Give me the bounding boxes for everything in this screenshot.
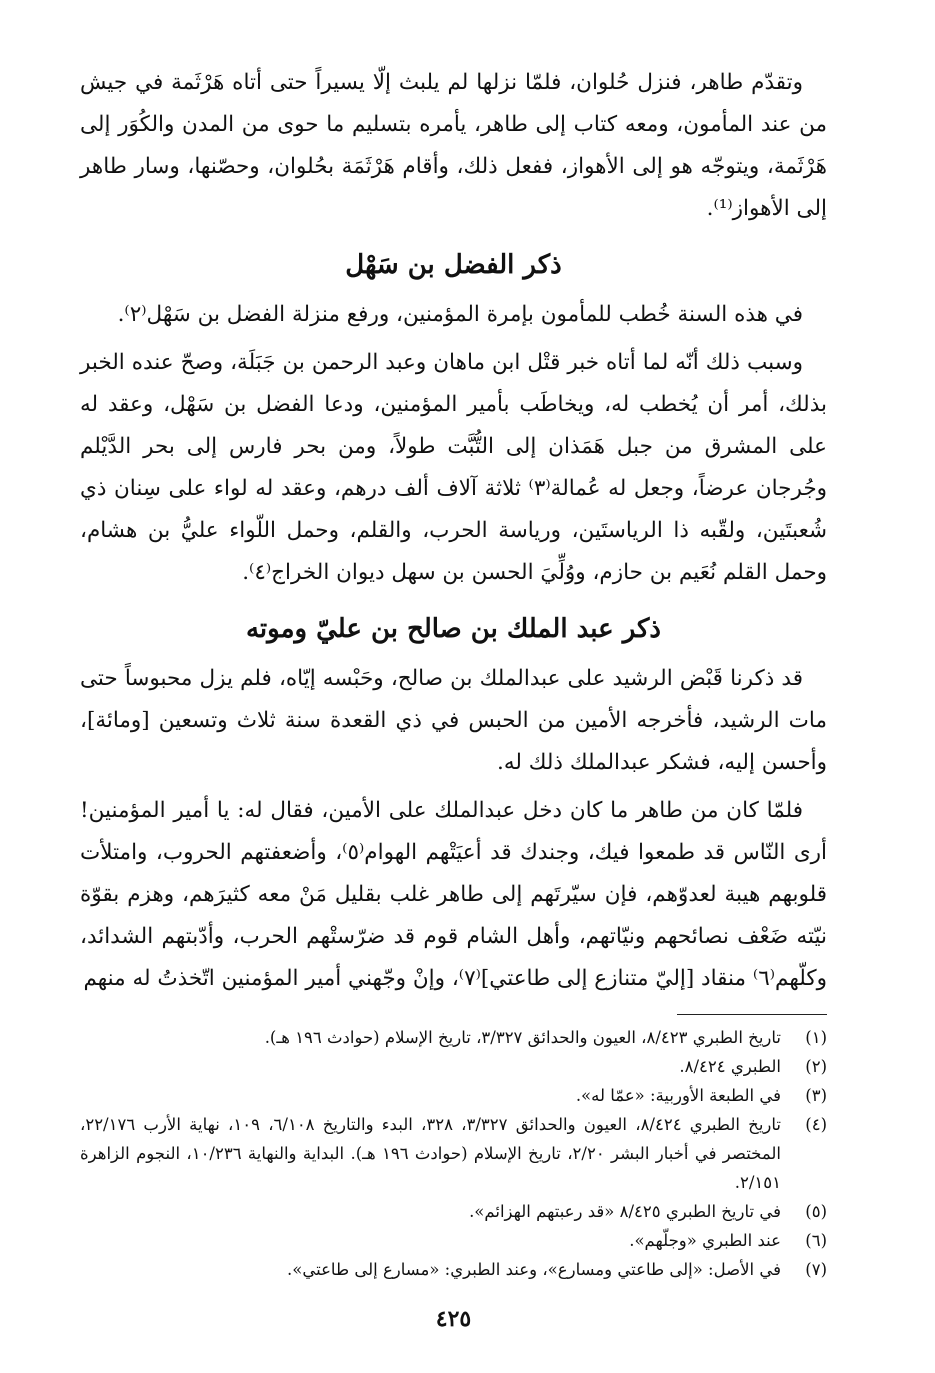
paragraph-speech-to-amin: فلمّا كان من طاهر ما كان دخل عبدالملك على الأمين، فقال له: يا أمير المؤمنين! أرى النّاس قد طمعوا فيك، وجندك قد أعيَتْهم الهوام⁽٥⁾، وأضعفتهم الحروب، وامتلأت قلوبهم هيبة لعدوّهم، فإن سيّرتَهم إلى طاهر غلب بقليل مَنْ معه كثيرَهم، وهزم بقوّة نيّته ضَعْف نصائحهم ونيّاتهم، وأهل الشام قوم قد ضرّستْهم الحرب، وأدّبتهم الشدائد، وكلّهم⁽٦⁾ منقاد [إليّ متنازع إلى طاعتي]⁽٧⁾، وإنْ وجّهني أمير المؤمنين اتّخذتُ له منهم xyxy=(80,798,828,991)
footnotes xyxy=(80,1023,827,1284)
footnote-number: (٤) xyxy=(805,1115,827,1134)
footnote xyxy=(80,1226,827,1255)
footnote xyxy=(80,1052,827,1081)
footnote-text: في تاريخ الطبري ٨/٤٢٥ «قد رعبتهم الهزائم». xyxy=(469,1202,781,1221)
footnote-text: الطبري ٨/٤٢٤. xyxy=(679,1057,781,1076)
footnote-number: (٦) xyxy=(805,1231,827,1250)
footnote xyxy=(80,1255,827,1284)
paragraph-khutba-mamun: في هذه السنة خُطب للمأمون بإمرة المؤمنين، ورفع منزلة الفضل بن سَهْل⁽٢⁾. xyxy=(117,302,803,327)
footnote-text: في الأصل: «إلى طاعتي ومسارع»، وعند الطبري: «مسارع إلى طاعتي». xyxy=(287,1260,781,1279)
footnote xyxy=(80,1023,827,1052)
footnote-number: (٢) xyxy=(805,1057,827,1076)
paragraph-reason: وسبب ذلك أنّه لما أتاه خبر قتْل ابن ماهان وعبد الرحمن بن جَبَلَة، وصحّ عنده الخبر بذلك، أمر أن يُخطب له، ويخاطَب بأمير المؤمنين، ودعا الفضل بن سَهْل، وعقد له على المشرق من جبل هَمَذان إلى التُّبَّت طولاً، ومن بحر فارس إلى بحر الدَّيْلم وجُرجان عرضاً، وجعل له عُمالة⁽٣⁾ ثلاثة آلاف ألف درهم، وعقد له لواء على سِنان ذي شُعبتَين، ولقّبه ذا الرياستَين، ورياسة الحرب، والقلم، وحمل اللّواء عليُّ بن هشام، وحمل القلم نُعَيم بن حازم، ووُلِّيَ الحسن بن سهل ديوان الخراج⁽٤⁾. xyxy=(80,350,827,585)
footnote-divider xyxy=(677,1014,827,1015)
page-number: ٤٢٥ xyxy=(435,1306,472,1332)
footnote-text: في الطبعة الأوربية: «عمّا له». xyxy=(575,1086,781,1105)
footnote-text: تاريخ الطبري ٨/٤٢٣، العيون والحدائق ٣/٣٢٧، تاريخ الإسلام (حوادث ١٩٦ هـ). xyxy=(264,1028,781,1047)
footnote-number: (٣) xyxy=(805,1086,827,1105)
section-heading-abd-al-malik: ذكر عبد الملك بن صالح بن عليّ وموته xyxy=(245,614,661,644)
footnote-number: (١) xyxy=(805,1028,827,1047)
footnote-text: تاريخ الطبري ٨/٤٢٤، العيون والحدائق ٣/٣٢٧، ٣٢٨، البدء والتاريخ ٦/١٠٨، ١٠٩، نهاية الأرب ٢٢/١٧٦، المختصر في أخبار البشر ٢/٢٠، تاريخ الإسلام (حوادث ١٩٦ هـ). البداية والنهاية ١٠/٢٣٦، النجوم الزاهرة ٢/١٥١. xyxy=(80,1115,782,1192)
section-heading-fadl-ibn-sahl: ذكر الفضل بن سَهْل xyxy=(345,250,562,280)
footnote-text: عند الطبري «وجلّهم». xyxy=(629,1231,781,1250)
footnote-number: (٧) xyxy=(805,1260,827,1279)
footnote-number: (٥) xyxy=(805,1202,827,1221)
paragraph-tahir-hulwan: وتقدّم طاهر، فنزل حُلوان، فلمّا نزلها لم يلبث إلّا يسيراً حتى أتاه هَرْثَمة في جيش من عند المأمون، ومعه كتاب إلى طاهر، يأمره بتسليم ما حوى من المدن والكُوَر إلى هَرْثَمة، ويتوجّه هو إلى الأهواز، ففعل ذلك، وأقام هَرْثَمَة بحُلوان، وحصّنها، وسار طاهر إلى الأهواز⁽¹⁾. xyxy=(80,70,827,221)
footnote xyxy=(80,1110,827,1197)
footnote xyxy=(80,1081,827,1110)
paragraph-rashid-prison: قد ذكرنا قَبْض الرشيد على عبدالملك بن صالح، وحَبْسه إيّاه، فلم يزل محبوساً حتى مات الرشيد، فأخرجه الأمين من الحبس في ذي القعدة سنة ثلاث وتسعين [ومائة]، وأحسن إليه، فشكر عبدالملك ذلك له. xyxy=(80,666,827,775)
footnote xyxy=(80,1197,827,1226)
